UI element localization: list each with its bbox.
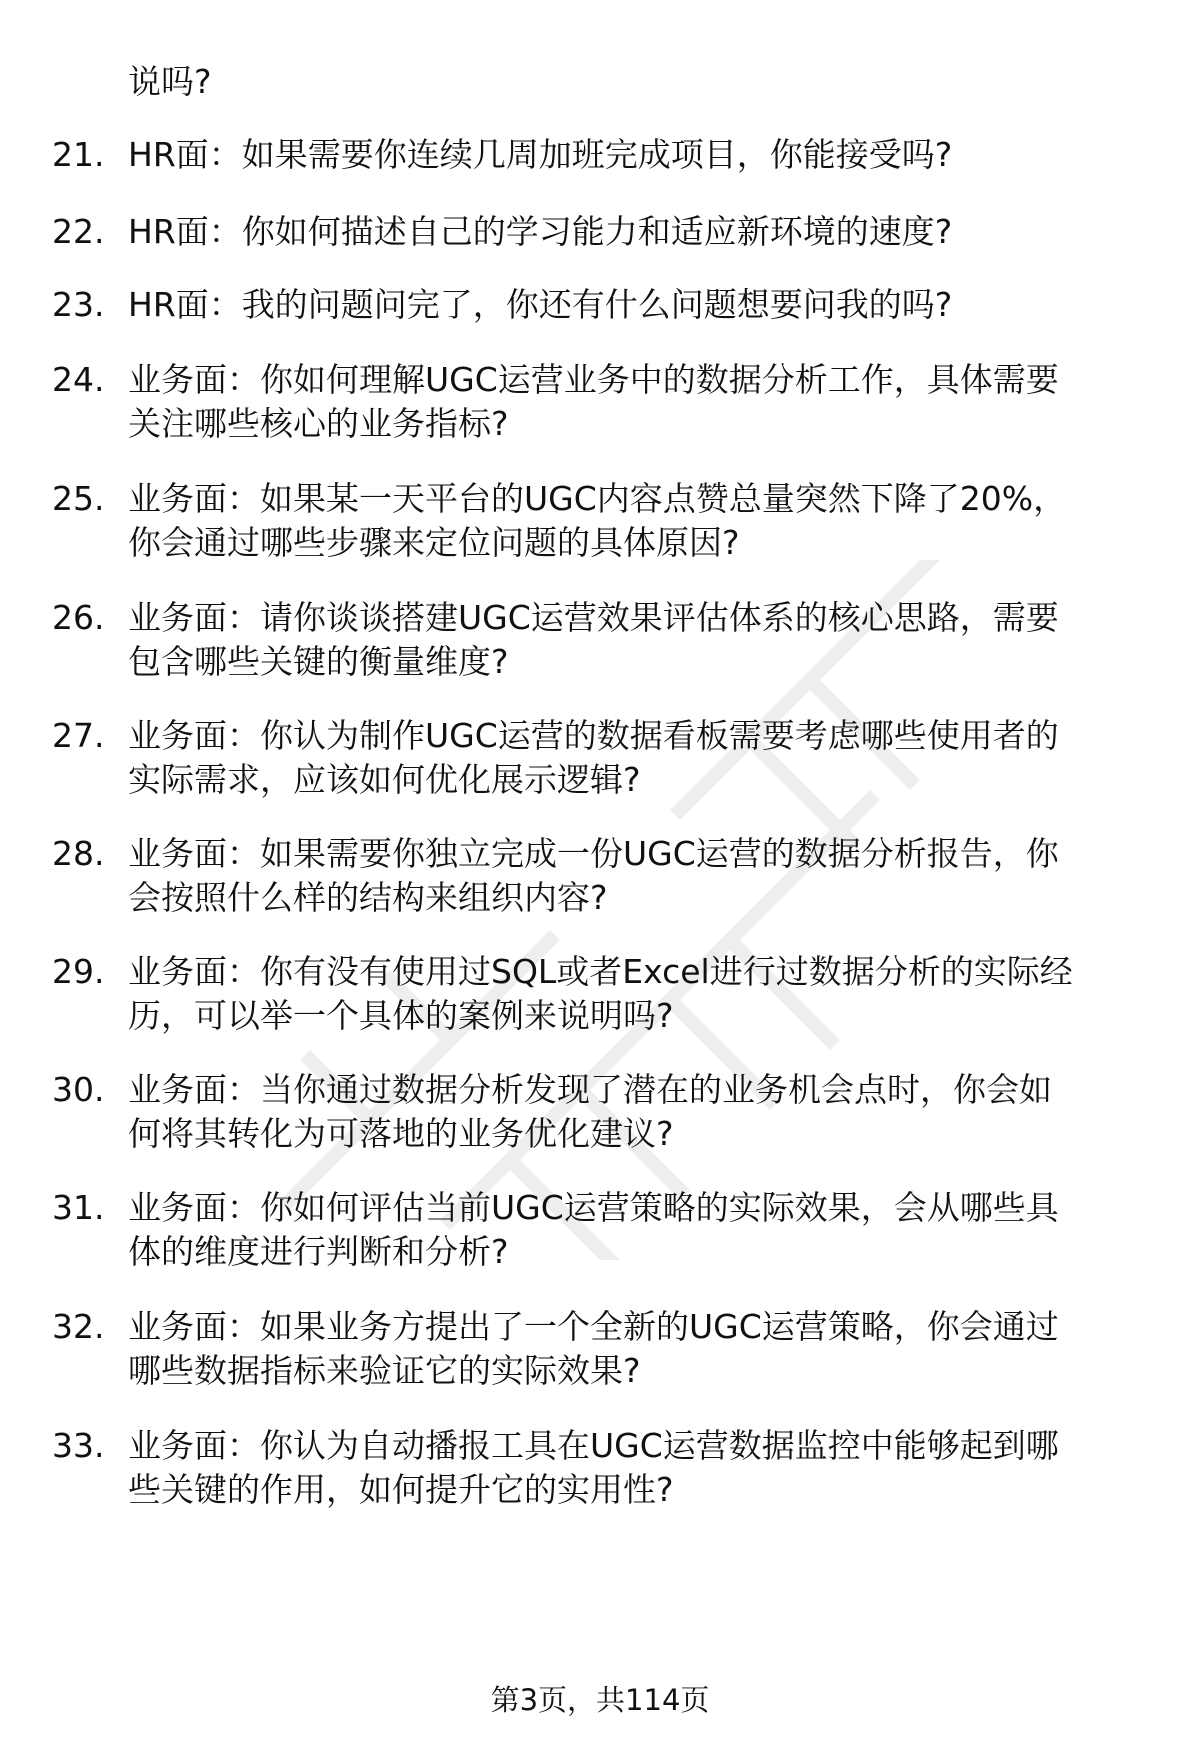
question-text-line: 哪些数据指标来验证它的实际效果? bbox=[128, 1351, 641, 1390]
question-text-line: HR面：你如何描述自己的学习能力和适应新环境的速度? bbox=[128, 212, 953, 251]
question-text bbox=[128, 1068, 1148, 1156]
question-text-line: 些关键的作用，如何提升它的实用性? bbox=[128, 1470, 674, 1509]
question-text-line: 会按照什么样的结构来组织内容? bbox=[128, 878, 608, 917]
question-number: 32. bbox=[52, 1307, 105, 1346]
question-number: 31. bbox=[52, 1188, 105, 1227]
question-text-line: 业务面：你认为制作UGC运营的数据看板需要考虑哪些使用者的 bbox=[128, 716, 1059, 755]
question-text-line: 体的维度进行判断和分析? bbox=[128, 1232, 509, 1271]
question-text-line: HR面：我的问题问完了，你还有什么问题想要问我的吗? bbox=[128, 285, 953, 324]
question-text-line: 业务面：如果业务方提出了一个全新的UGC运营策略，你会通过 bbox=[128, 1307, 1059, 1346]
question-text-line: 实际需求，应该如何优化展示逻辑? bbox=[128, 760, 641, 799]
question-number: 25. bbox=[52, 479, 105, 518]
question-number: 30. bbox=[52, 1070, 105, 1109]
question-text bbox=[128, 832, 1148, 920]
question-text bbox=[128, 1424, 1148, 1512]
question-number: 23. bbox=[52, 285, 105, 324]
question-number: 33. bbox=[52, 1426, 105, 1465]
question-text bbox=[128, 283, 1148, 327]
question-text-line: 业务面：如果某一天平台的UGC内容点赞总量突然下降了20%， bbox=[128, 479, 1067, 518]
question-text bbox=[128, 950, 1148, 1038]
page-number-footer: 第3页，共114页 bbox=[490, 1683, 710, 1717]
question-text bbox=[128, 596, 1148, 684]
question-text-line: 业务面：你有没有使用过SQL或者Excel进行过数据分析的实际经 bbox=[128, 952, 1073, 991]
question-text-line: 业务面：请你谈谈搭建UGC运营效果评估体系的核心思路，需要 bbox=[128, 598, 1059, 637]
question-number: 29. bbox=[52, 952, 105, 991]
question-number: 28. bbox=[52, 834, 105, 873]
question-text-line: 业务面：如果需要你独立完成一份UGC运营的数据分析报告，你 bbox=[128, 834, 1059, 873]
question-text bbox=[128, 358, 1148, 446]
question-text bbox=[128, 210, 1148, 254]
question-text bbox=[128, 477, 1148, 565]
question-text-line: 关注哪些核心的业务指标? bbox=[128, 404, 509, 443]
question-text-line: 历，可以举一个具体的案例来说明吗? bbox=[128, 996, 674, 1035]
question-text bbox=[128, 714, 1148, 802]
question-text-line: 业务面：你如何理解UGC运营业务中的数据分析工作，具体需要 bbox=[128, 360, 1059, 399]
question-text-line: 包含哪些关键的衡量维度? bbox=[128, 642, 509, 681]
question-text bbox=[128, 1305, 1148, 1393]
question-number: 21. bbox=[52, 135, 105, 174]
question-number: 22. bbox=[52, 212, 105, 251]
question-text-line: 你会通过哪些步骤来定位问题的具体原因? bbox=[128, 523, 740, 562]
question-number: 24. bbox=[52, 360, 105, 399]
question-text-line: 何将其转化为可落地的业务优化建议? bbox=[128, 1114, 674, 1153]
question-text bbox=[128, 133, 1148, 177]
question-text-line: HR面：如果需要你连续几周加班完成项目，你能接受吗? bbox=[128, 135, 953, 174]
question-number: 27. bbox=[52, 716, 105, 755]
question-text bbox=[128, 1186, 1148, 1274]
question-number: 26. bbox=[52, 598, 105, 637]
question-text-line: 业务面：你如何评估当前UGC运营策略的实际效果，会从哪些具 bbox=[128, 1188, 1059, 1227]
question-text-line: 业务面：你认为自动播报工具在UGC运营数据监控中能够起到哪 bbox=[128, 1426, 1059, 1465]
continued-question-text: 说吗? bbox=[128, 62, 212, 101]
question-text-line: 业务面：当你通过数据分析发现了潜在的业务机会点时，你会如 bbox=[128, 1070, 1052, 1109]
